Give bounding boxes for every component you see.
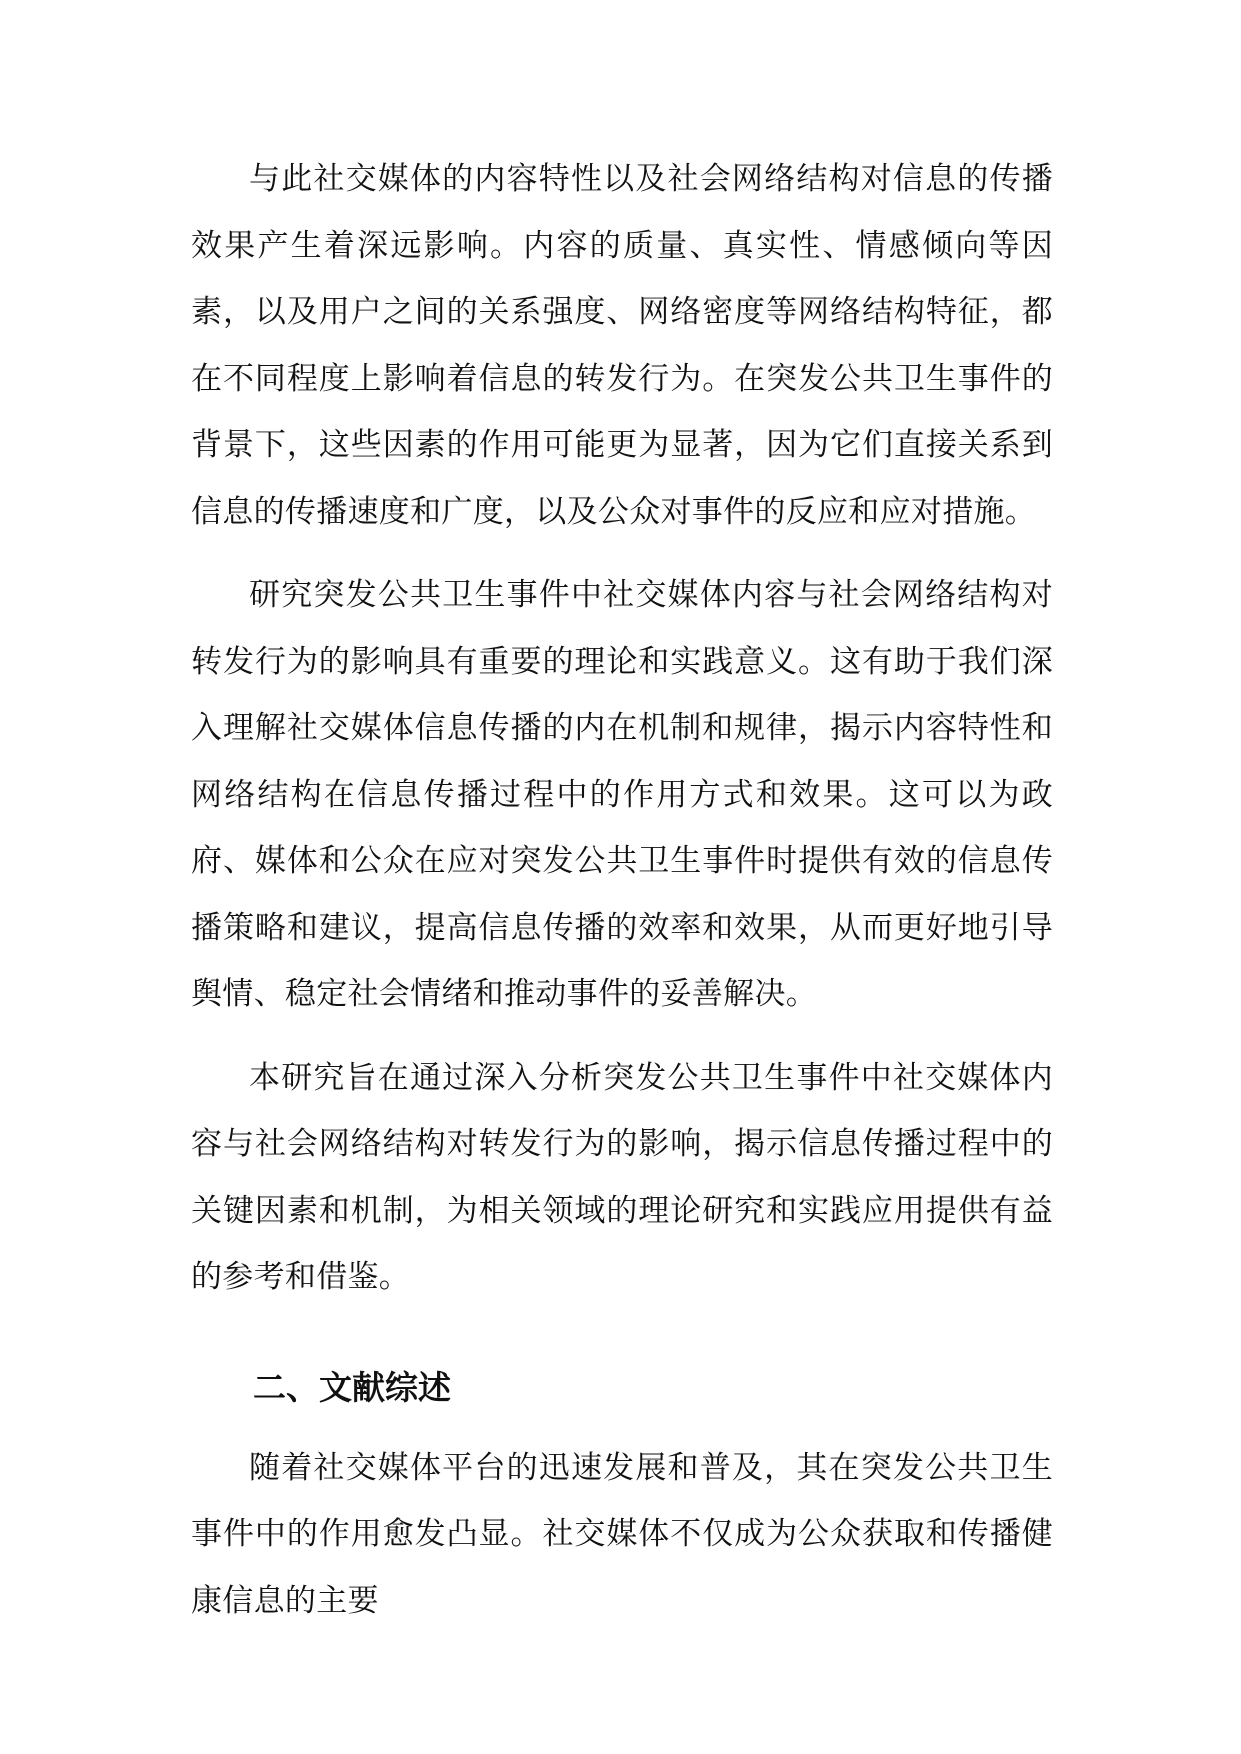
body-paragraph-3: 本研究旨在通过深入分析突发公共卫生事件中社交媒体内容与社会网络结构对转发行为的影响，揭示信息传播过程中的关键因素和机制，为相关领域的理论研究和实践应用提供有益的参考和借鉴。 [191, 1059, 1053, 1295]
document-body [191, 146, 1053, 1634]
body-paragraph-2: 研究突发公共卫生事件中社交媒体内容与社会网络结构对转发行为的影响具有重要的理论和实践意义。这有助于我们深入理解社交媒体信息传播的内在机制和规律，揭示内容特性和网络结构在信息传播过程中的作用方式和效果。这可以为政府、媒体和公众在应对突发公共卫生事件时提供有效的信息传播策略和建议，提高信息传播的效率和效果，从而更好地引导舆情、稳定社会情绪和推动事件的妥善解决。 [191, 577, 1053, 1012]
body-paragraph-1: 与此社交媒体的内容特性以及社会网络结构对信息的传播效果产生着深远影响。内容的质量、真实性、情感倾向等因素，以及用户之间的关系强度、网络密度等网络结构特征，都在不同程度上影响着信息的转发行为。在突发公共卫生事件的背景下，这些因素的作用可能更为显著，因为它们直接关系到信息的传播速度和广度，以及公众对事件的反应和应对措施。 [191, 161, 1053, 530]
body-paragraph-4: 随着社交媒体平台的迅速发展和普及，其在突发公共卫生事件中的作用愈发凸显。社交媒体不仅成为公众获取和传播健康信息的主要 [191, 1449, 1053, 1619]
section-heading-literature-review: 二、文献综述 [253, 1367, 451, 1407]
